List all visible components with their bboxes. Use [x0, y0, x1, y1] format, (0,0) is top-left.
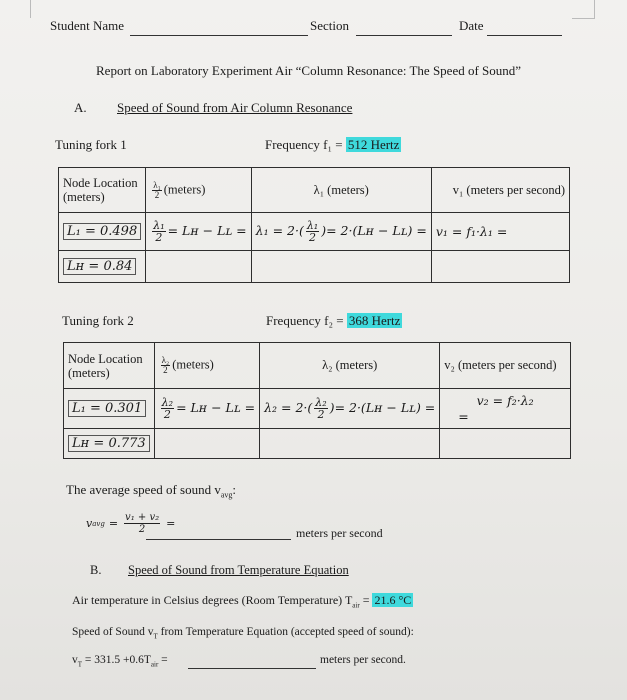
average-speed-prompt: The average speed of sound $v_{avg}$:	[66, 482, 237, 500]
temperature-equation: $v_T = 331.5 +0.6T_{air}$ =	[72, 654, 168, 669]
fork-2-lower-node: L₁ = 0.301	[64, 389, 155, 429]
frequency-2-value: 368 Hertz	[348, 313, 401, 328]
frequency-1	[265, 137, 401, 153]
fork-2-empty-1[interactable]	[154, 429, 259, 459]
fork-1-speed-formula: v₁ = f₁·λ₁ =	[431, 213, 569, 251]
fork-1-lambda-formula: λ₁ = 2·( $\frac{\text{λ₁}}{2}$ )= 2·(Lʜ − Lʟ) =	[251, 213, 431, 251]
fork-2-empty-3[interactable]	[440, 429, 571, 459]
fork-2-lambda-formula: λ₂ = 2·( $\frac{\text{λ₂}}{2}$ )= 2·(Lʜ − Lʟ) =	[260, 389, 440, 429]
date-label: Date	[459, 18, 484, 33]
average-speed-formula: v avg = $\frac{\text{v₁ + v₂}}{2}$ =	[86, 512, 176, 535]
fork-1-lower-node: L₁ = 0.498	[59, 213, 146, 251]
fork-2-lambda-header: λ₂ (meters)	[260, 343, 440, 389]
fork-1-upper-node: Lʜ = 0.84	[59, 251, 146, 283]
tuning-fork-1-label: Tuning fork 1	[55, 137, 127, 152]
frequency-1-label: Frequency f₁ =	[265, 137, 346, 152]
temperature-speed-answer[interactable]	[188, 667, 316, 669]
part-b-title: Speed of Sound from Temperature Equation	[128, 563, 349, 577]
air-temperature-value: 21.6 °C	[374, 593, 412, 607]
part-b-letter: B.	[90, 563, 102, 577]
fork-1-empty-2[interactable]	[251, 251, 431, 283]
part-a-letter: A.	[74, 100, 87, 115]
section-label: Section	[310, 18, 349, 33]
fork-1-empty-1[interactable]	[146, 251, 251, 283]
fork-1-lambda-header: λ₁ (meters)	[251, 168, 431, 213]
fork-2-speed-formula: v₂ = f₂·λ₂ =	[440, 389, 571, 429]
frequency-1-value: 512 Hertz	[347, 137, 400, 152]
page-corner-left	[30, 0, 32, 18]
section-field[interactable]	[356, 34, 452, 36]
fork-2-empty-2[interactable]	[260, 429, 440, 459]
fork-1-empty-3[interactable]	[431, 251, 569, 283]
average-speed-units: meters per second	[296, 526, 383, 540]
student-name-label: Student Name	[50, 18, 125, 33]
air-temperature-line: Air temperature in Celsius degrees (Room Temperature) $T_{air} = 21.6$ °C	[72, 593, 412, 610]
average-speed-answer[interactable]	[146, 538, 291, 540]
fork-2-table	[63, 342, 571, 459]
fork-2-upper-node: Lʜ = 0.773	[64, 429, 155, 459]
fork-1-half-header: $\frac{\text{λ₁}}{2}$ (meters)	[146, 168, 251, 213]
student-name-field[interactable]	[130, 34, 308, 36]
accepted-speed-line: Speed of Sound $v_T$ from Temperature Equation (accepted speed of sound):	[72, 626, 414, 641]
fork-2-half-formula: $\frac{\text{λ₂}}{2}$ = Lʜ − Lʟ =	[154, 389, 259, 429]
report-title: Report on Laboratory Experiment Air “Column Resonance: The Speed of Sound”	[96, 63, 522, 78]
part-a-title: Speed of Sound from Air Column Resonance	[117, 100, 353, 115]
frequency-2	[266, 313, 402, 329]
fork-2-half-header: $\frac{\text{λ₂}}{2}$ (meters)	[154, 343, 259, 389]
fork-1-speed-header: v₁ (meters per second)	[431, 168, 569, 213]
date-field[interactable]	[487, 34, 562, 36]
temperature-speed-units: meters per second.	[320, 654, 406, 666]
frequency-2-label: Frequency f₂ =	[266, 313, 347, 328]
page-corner-right	[572, 0, 595, 19]
fork-2-node-header: Node Location (meters)	[64, 343, 155, 389]
fork-1-node-header: Node Location (meters)	[59, 168, 146, 213]
lambda-half-fraction: $\frac{\text{λ₁}}{2}$	[153, 179, 161, 200]
fork-2-speed-header: v₂ (meters per second)	[440, 343, 571, 389]
fork-1-half-formula: $\frac{\text{λ₁}}{2}$ = Lʜ − Lʟ =	[146, 213, 251, 251]
fork-1-table	[58, 167, 570, 283]
tuning-fork-2-label: Tuning fork 2	[62, 313, 134, 328]
